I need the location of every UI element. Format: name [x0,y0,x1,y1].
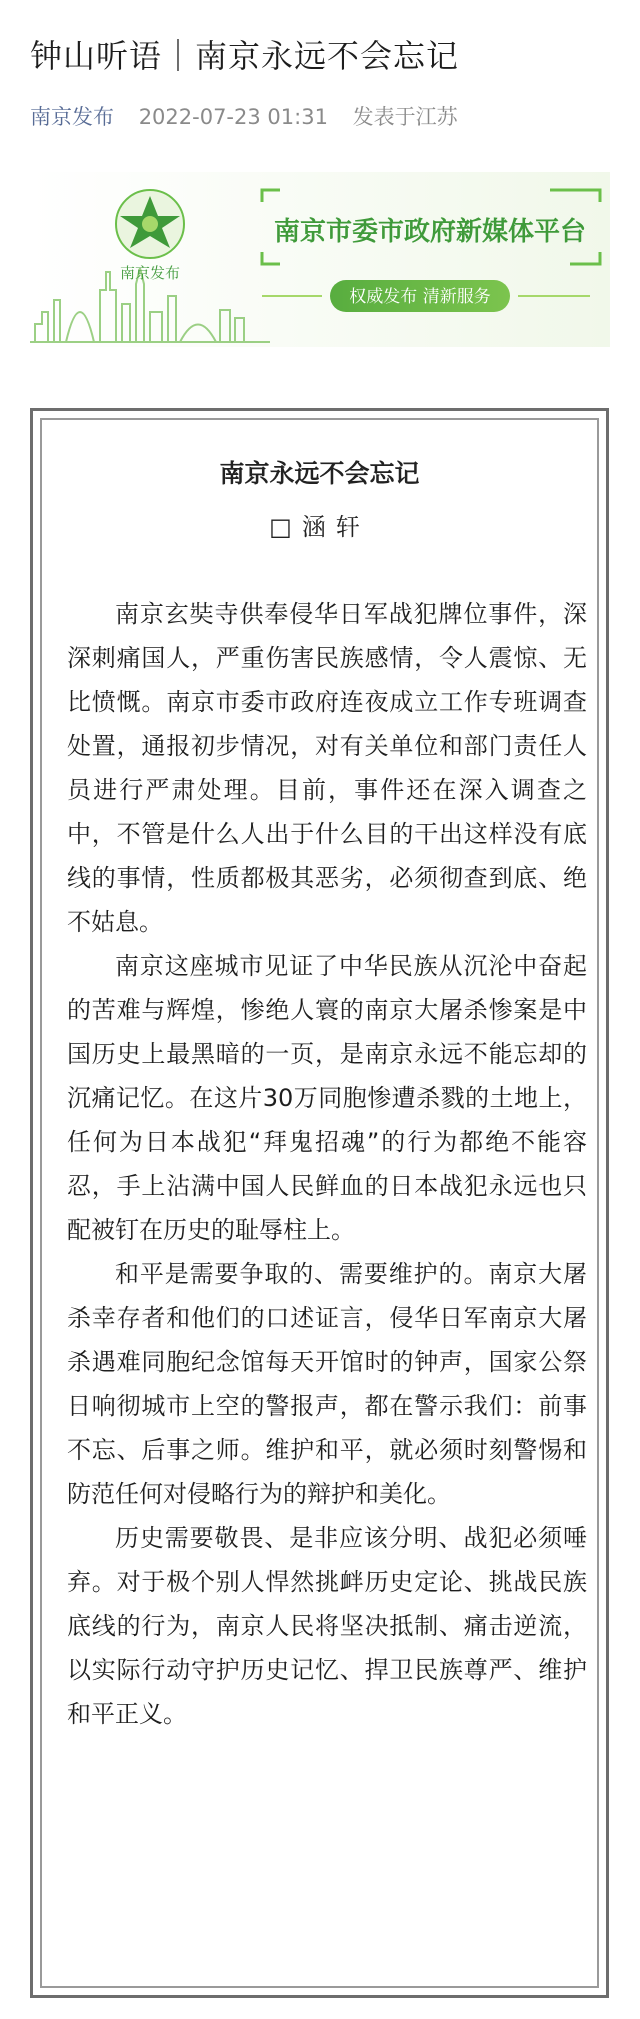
banner-logo-text: 南京发布 [119,264,181,282]
article-meta [30,102,458,132]
banner-graphic [30,172,610,347]
nanjing-release-logo [116,190,184,258]
article-title: 钟山听语｜南京永远不会忘记 [30,37,460,75]
letter-paragraph: 南京这座城市见证了中华民族从沉沦中奋起的苦难与辉煌，惨绝人寰的南京大屠杀惨案是中国历史上最黑暗的一页，是南京永远不能忘却的沉痛记忆。在这片30万同胞惨遭杀戮的土地上，任何为日本战犯“拜鬼招魂”的行为都绝不能容忍，手上沾满中国人民鲜血的日本战犯永远也只配被钉在历史的耻辱柱上。 [67,952,587,1244]
letter-title: 南京永远不会忘记 [219,459,420,488]
platform-title: 南京市委市政府新媒体平台 [273,217,587,247]
letter-paragraph: 和平是需要争取的、需要维护的。南京大屠杀幸存者和他们的口述证言，侵华日军南京大屠杀遇难同胞纪念馆每天开馆时的钟声，国家公祭日响彻城市上空的警报声，都在警示我们：前事不忘、后事之师。维护和平，就必须时刻警惕和防范任何对侵略行为的辩护和美化。 [67,1260,587,1508]
letter-author: □涵轩 [269,513,370,541]
publish-location: 发表于江苏 [352,105,458,129]
banner-slogan: 权威发布 清新服务 [349,287,491,307]
letter-inner-border [40,418,599,1988]
account-name-link[interactable]: 南京发布 [30,105,114,129]
publish-datetime: 2022-07-23 01:31 [138,105,328,129]
letter-paragraph: 历史需要敬畏、是非应该分明、战犯必须唾弃。对于极个别人悍然挑衅历史定论、挑战民族底线的行为，南京人民将坚决抵制、痛击逆流，以实际行动守护历史记忆、捍卫民族尊严、维护和平正义。 [67,1524,587,1728]
letter-frame [30,408,609,1998]
letter-body [67,592,587,1736]
letter-paragraph: 南京玄奘寺供奉侵华日军战犯牌位事件，深深刺痛国人，严重伤害民族感情，令人震惊、无比愤慨。南京市委市政府连夜成立工作专班调查处置，通报初步情况，对有关单位和部门责任人员进行严肃处理。目前，事件还在深入调查之中，不管是什么人出于什么目的干出这样没有底线的事情，性质都极其恶劣，必须彻查到底、绝不姑息。 [67,600,587,936]
platform-banner [30,172,610,347]
